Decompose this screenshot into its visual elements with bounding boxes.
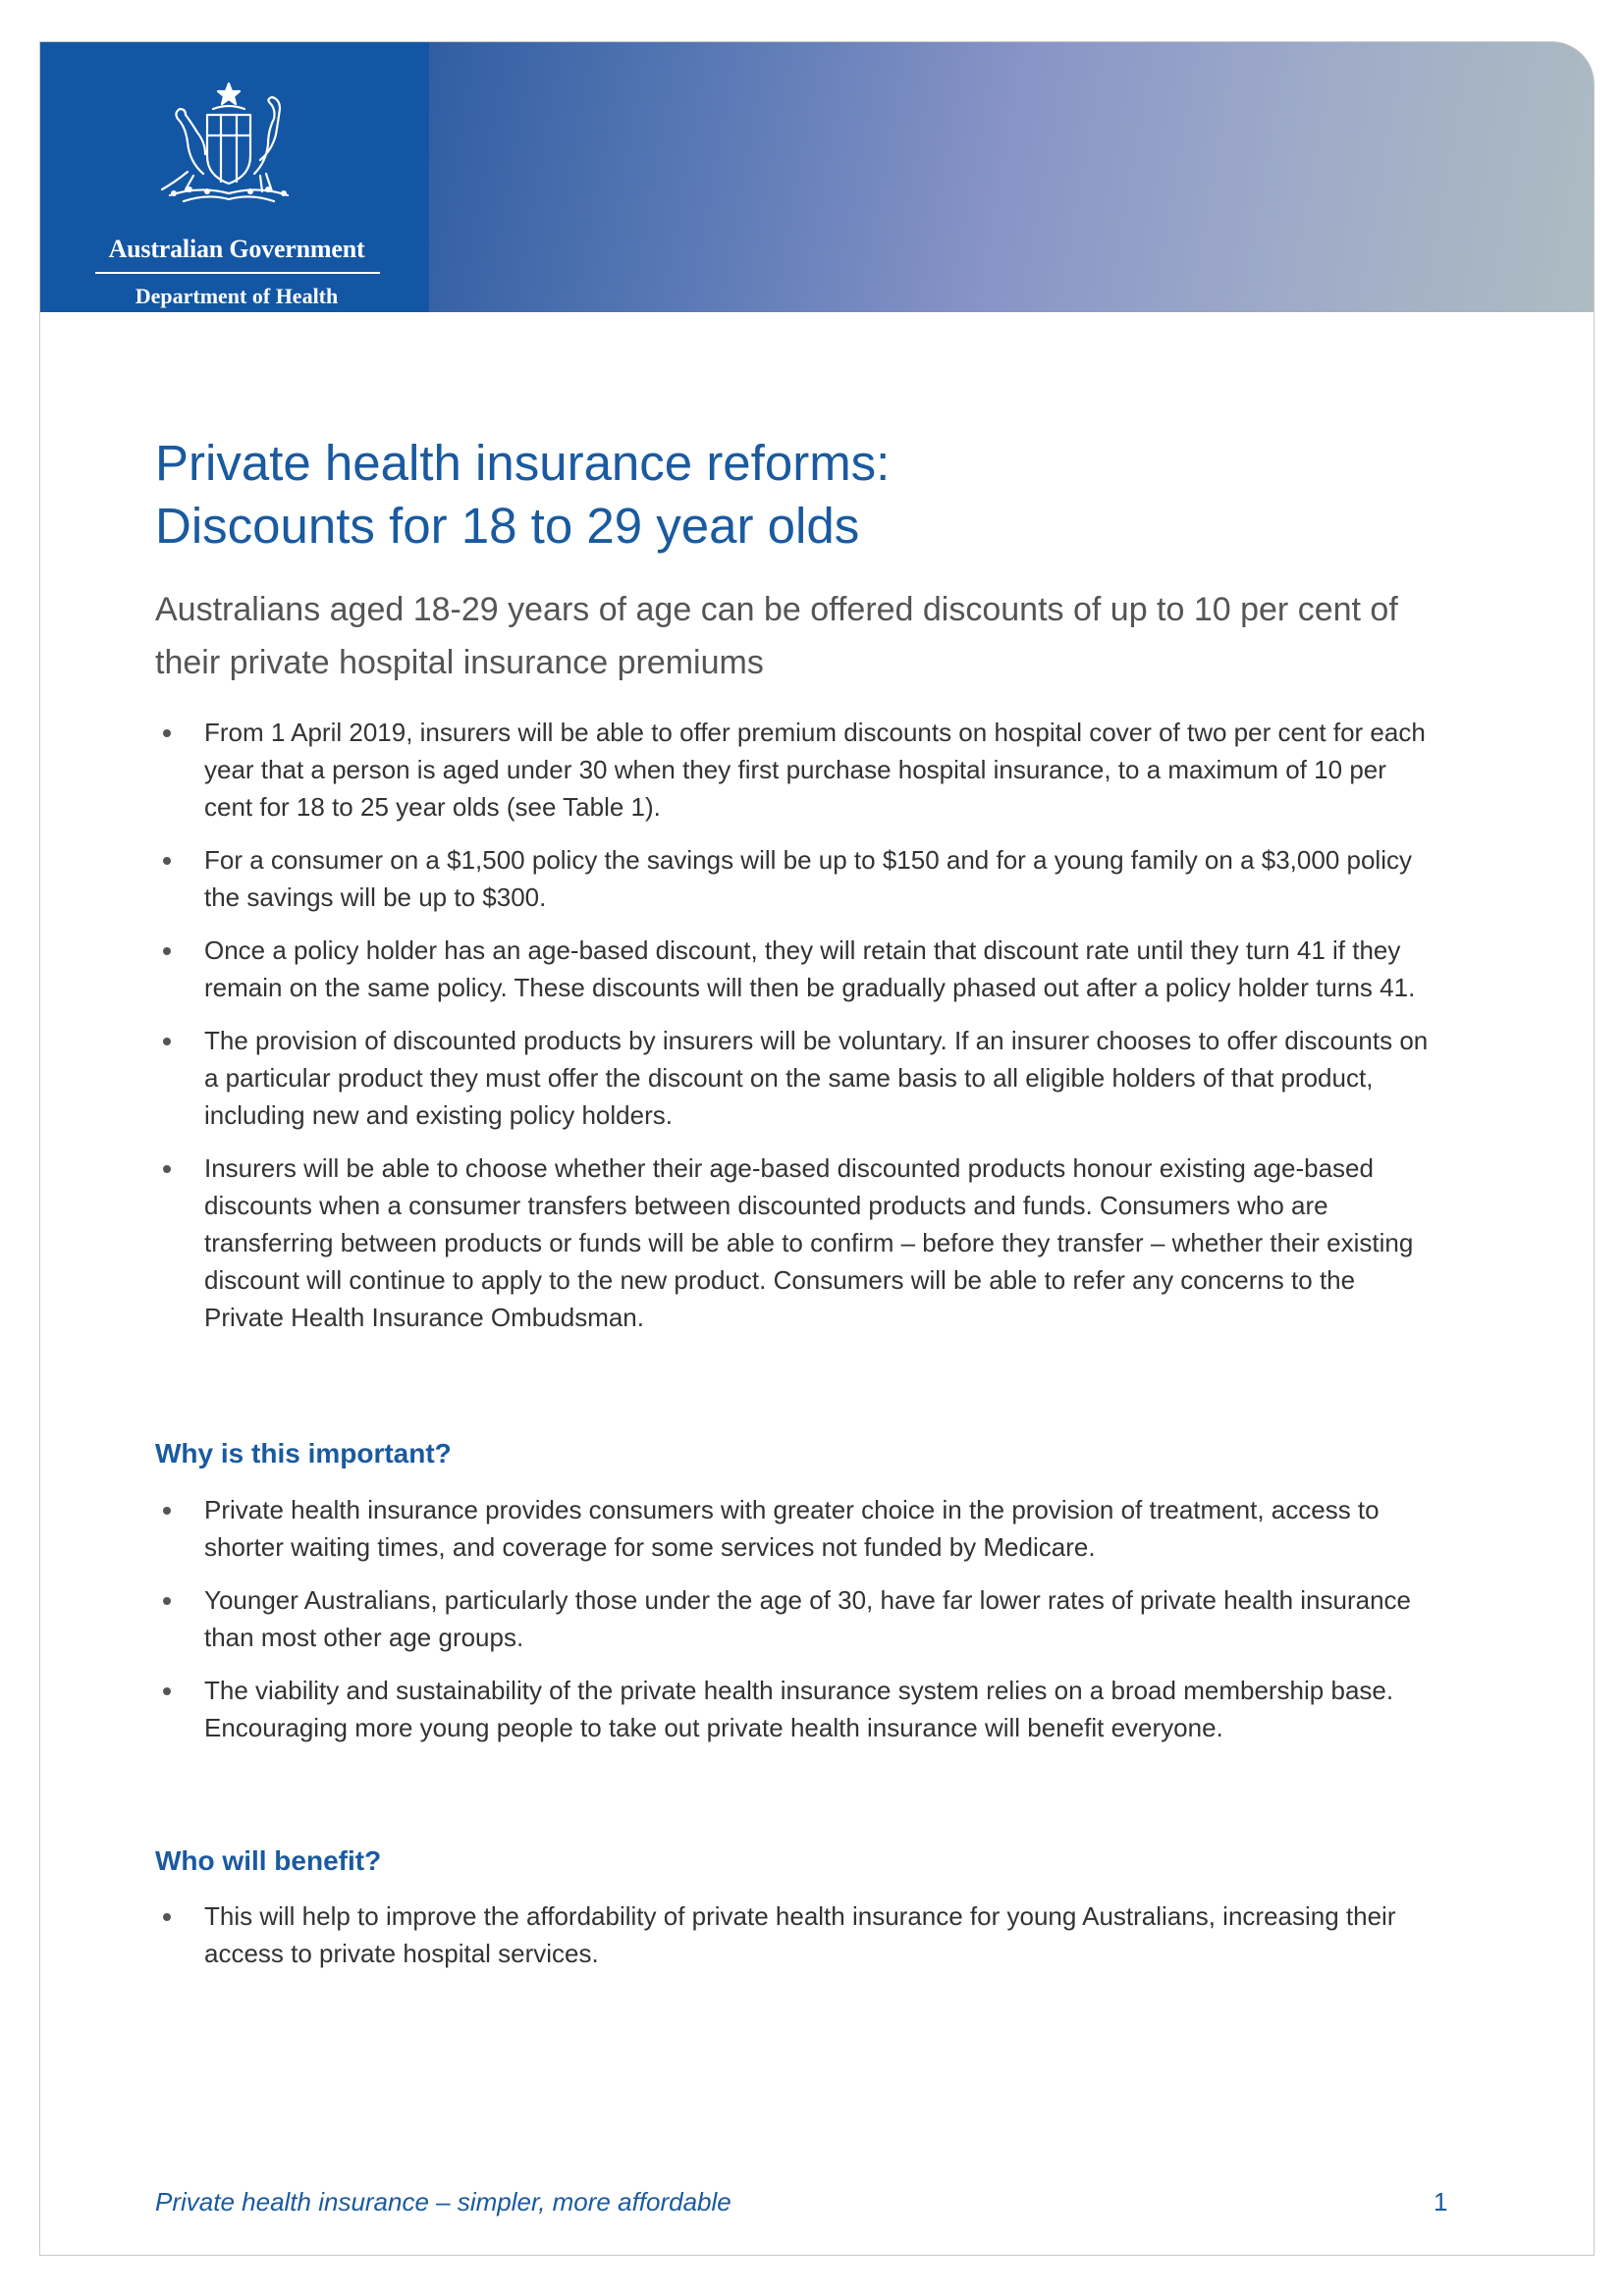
list-item [155, 1491, 1432, 1566]
government-logo-panel [40, 42, 429, 312]
list-item [155, 1149, 1432, 1336]
list-item [155, 1581, 1432, 1656]
government-name: Australian Government [108, 235, 365, 263]
section-heading-why: Why is this important? [155, 1438, 452, 1468]
list-item-text: From 1 April 2019, insurers will be able to offer premium discounts on hospital cover of two per cent for each year that a person is aged under 30 when they first purchase hospital insurance, to a maximum of 10 per cent for 18 to 25 year olds (see Table 1). [204, 718, 1426, 822]
list-item-text: Private health insurance provides consumers with greater choice in the provision of treatment, access to shorter waiting times, and coverage for some services not funded by Medicare. [204, 1495, 1380, 1562]
intro-bullet-list [155, 714, 1432, 1352]
list-item-text: Insurers will be able to choose whether their age-based discounted products honour existing age-based discounts when a consumer transfers between discounted products and funds. Consumers who are transferring between products or funds will be able to confirm – before they transfer – whether their existing discount will continue to apply to the new product. Consumers will be able to refer any concerns to the Private Health Insurance Ombudsman. [204, 1153, 1414, 1332]
subtitle: Australians aged 18-29 years of age can be offered discounts of up to 10 per cent of their private hospital insurance premiums [155, 591, 1398, 681]
bullet-icon [163, 1507, 171, 1515]
why-bullet-list [155, 1491, 1432, 1762]
bullet-icon [163, 1687, 171, 1695]
bullet-icon [163, 1165, 171, 1173]
page-number: 1 [1434, 2187, 1448, 2216]
list-item [155, 714, 1432, 826]
list-item [155, 1022, 1432, 1134]
list-item-text: Younger Australians, particularly those under the age of 30, have far lower rates of private health insurance than most other age groups. [204, 1585, 1412, 1652]
title-line-2: Discounts for 18 to 29 year olds [155, 498, 860, 554]
coat-of-arms-icon [150, 80, 307, 211]
bullet-icon [163, 857, 171, 865]
header-banner [40, 42, 1594, 312]
list-item [155, 1897, 1432, 1972]
page-title [155, 432, 890, 558]
bullet-icon [163, 729, 171, 737]
footer-text: Private health insurance – simpler, more affordable [155, 2187, 731, 2216]
bullet-icon [163, 1913, 171, 1921]
logo-divider [95, 272, 380, 274]
bullet-icon [163, 947, 171, 955]
title-line-1: Private health insurance reforms: [155, 435, 891, 491]
bullet-icon [163, 1038, 171, 1045]
who-bullet-list [155, 1897, 1432, 1988]
section-heading-who: Who will benefit? [155, 1845, 382, 1876]
list-item [155, 1672, 1432, 1746]
list-item-text: For a consumer on a $1,500 policy the savings will be up to $150 and for a young family on a $3,000 policy the savings will be up to $300. [204, 845, 1412, 912]
bullet-icon [163, 1597, 171, 1605]
list-item-text: The provision of discounted products by insurers will be voluntary. If an insurer chooses to offer discounts on a particular product they must offer the discount on the same basis to all eligible holders of that product, including new and existing policy holders. [204, 1026, 1429, 1130]
list-item-text: The viability and sustainability of the private health insurance system relies on a broad membership base. Encouraging more young people to take out private health insurance will benefit everyone. [204, 1676, 1394, 1742]
list-item [155, 932, 1432, 1006]
department-name: Department of Health [135, 284, 339, 308]
list-item-text: This will help to improve the affordability of private health insurance for young Australians, increasing their access to private hospital services. [204, 1901, 1396, 1968]
list-item-text: Once a policy holder has an age-based discount, they will retain that discount rate until they turn 41 if they remain on the same policy. These discounts will then be gradually phased out after a policy holder turns 41. [204, 935, 1416, 1002]
list-item [155, 841, 1432, 916]
